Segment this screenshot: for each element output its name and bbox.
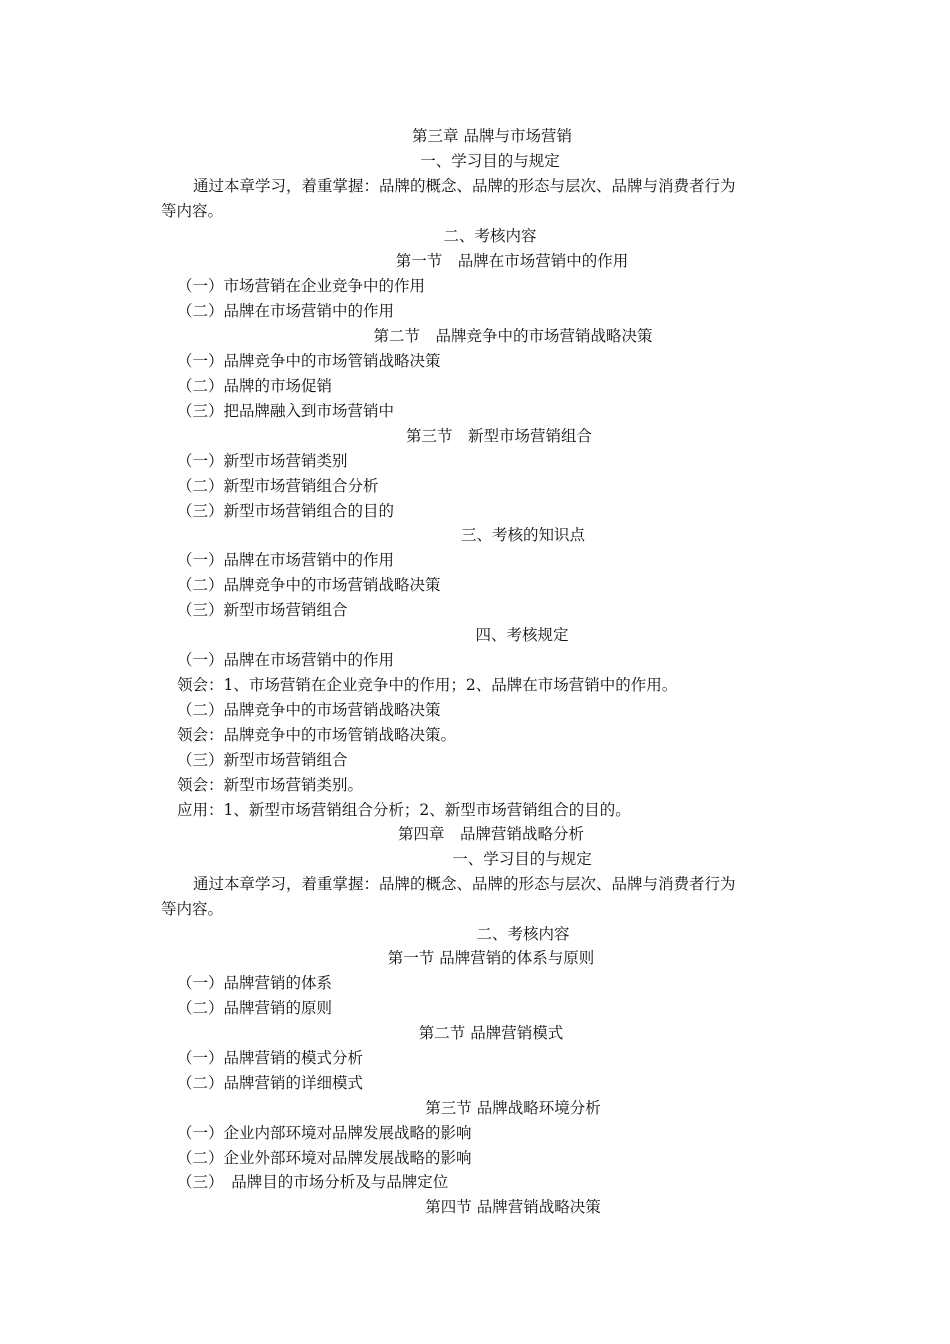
ch4-section-2-title: 第二节 品牌营销模式 (418, 1024, 564, 1042)
ch4-section-1-title: 第一节 品牌营销的体系与原则 (387, 949, 595, 967)
ch3-section-2-title: 第二节 品牌竞争中的市场营销战略决策 (373, 327, 653, 345)
list-item: （三）新型市场营销组合的目的 (177, 502, 395, 520)
ch3-section-heading-2: 二、考核内容 (443, 227, 537, 245)
list-item: （一）品牌在市场营销中的作用 (177, 651, 395, 669)
ch4-section-4-title: 第四节 品牌营销战略决策 (425, 1198, 601, 1216)
list-item: （三）把品牌融入到市场营销中 (177, 402, 395, 420)
ch4-paragraph-line-1: 通过本章学习，着重掌握：品牌的概念、品牌的形态与层次、品牌与消费者行为 (193, 875, 736, 893)
list-item: （二）品牌的市场促销 (177, 377, 333, 395)
ch4-section-heading-2: 二、考核内容 (476, 925, 570, 943)
ch3-paragraph-line-2: 等内容。 (161, 202, 224, 220)
list-item: （一）市场营销在企业竞争中的作用 (177, 277, 426, 295)
ch3-section-3-title: 第三节 新型市场营销组合 (405, 427, 593, 445)
list-item: （一）新型市场营销类别 (177, 452, 348, 470)
list-item: （一）品牌营销的模式分析 (177, 1049, 364, 1067)
chapter-4-title: 第四章 品牌营销战略分析 (397, 825, 585, 843)
ch3-section-heading-1: 一、学习目的与规定 (420, 152, 560, 170)
ch3-section-1-title: 第一节 品牌在市场营销中的作用 (395, 252, 629, 270)
list-item: （一）品牌营销的体系 (177, 974, 333, 992)
list-item: （三） 品牌目的市场分析及与品牌定位 (177, 1173, 449, 1191)
list-item: （二）品牌竞争中的市场营销战略决策 (177, 701, 441, 719)
list-item: （三）新型市场营销组合 (177, 751, 348, 769)
list-item: （一）企业内部环境对品牌发展战略的影响 (177, 1124, 472, 1142)
ch4-section-heading-1: 一、学习目的与规定 (452, 850, 592, 868)
list-item: （三）新型市场营销组合 (177, 601, 348, 619)
list-item: （二）品牌在市场营销中的作用 (177, 302, 395, 320)
list-item: （一）品牌在市场营销中的作用 (177, 551, 395, 569)
list-item: （二）新型市场营销组合分析 (177, 477, 379, 495)
requirement-line: 领会：新型市场营销类别。 (177, 776, 364, 794)
list-item: （二）品牌营销的原则 (177, 999, 333, 1017)
list-item: （二）品牌竞争中的市场营销战略决策 (177, 576, 441, 594)
ch4-section-3-title: 第三节 品牌战略环境分析 (425, 1099, 601, 1117)
list-item: （一）品牌竞争中的市场管销战略决策 (177, 352, 441, 370)
list-item: （二）企业外部环境对品牌发展战略的影响 (177, 1149, 472, 1167)
requirement-line: 领会：品牌竞争中的市场管销战略决策。 (177, 726, 457, 744)
ch3-section-heading-3: 三、考核的知识点 (460, 526, 586, 544)
ch3-paragraph-line-1: 通过本章学习，着重掌握：品牌的概念、品牌的形态与层次、品牌与消费者行为 (193, 177, 736, 195)
ch3-section-heading-4: 四、考核规定 (475, 626, 569, 644)
ch4-paragraph-line-2: 等内容。 (161, 900, 224, 918)
chapter-3-title: 第三章 品牌与市场营销 (412, 127, 572, 145)
list-item: （二）品牌营销的详细模式 (177, 1074, 364, 1092)
requirement-line: 领会：1、市场营销在企业竞争中的作用；2、品牌在市场营销中的作用。 (177, 676, 678, 694)
requirement-line: 应用：1、新型市场营销组合分析；2、新型市场营销组合的目的。 (177, 801, 631, 819)
